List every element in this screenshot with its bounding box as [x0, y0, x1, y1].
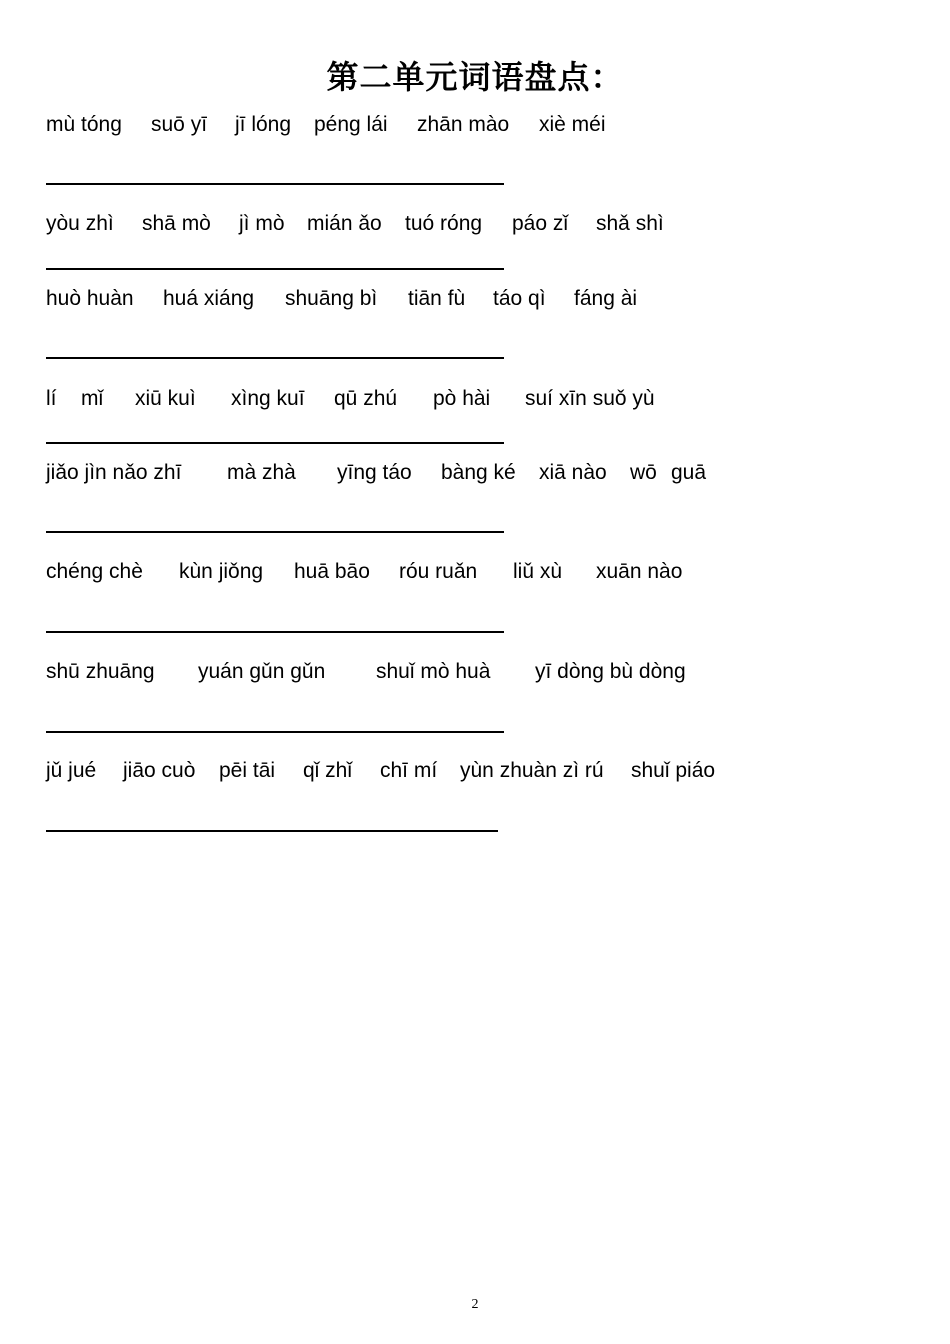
pinyin-word: yīng táo: [337, 461, 412, 484]
pinyin-word: xìng kuī: [231, 387, 305, 410]
answer-line-1: [46, 183, 504, 185]
pinyin-word: guā: [671, 461, 707, 484]
pinyin-word: xiā nào: [539, 461, 607, 484]
pinyin-word: táo qì: [493, 287, 546, 310]
pinyin-word: mián ǎo: [307, 212, 382, 235]
pinyin-word: shǎ shì: [596, 212, 664, 235]
pinyin-word: tiān fù: [408, 287, 466, 310]
pinyin-word: huā bāo: [294, 560, 370, 583]
pinyin-word: jǔ jué: [46, 759, 97, 782]
pinyin-word: mù tóng: [46, 113, 122, 136]
pinyin-word: jì mò: [239, 212, 285, 235]
pinyin-word: huò huàn: [46, 287, 134, 310]
pinyin-word: yī dòng bù dòng: [535, 660, 686, 683]
pinyin-word: shuāng bì: [285, 287, 378, 310]
pinyin-word: liǔ xù: [513, 560, 563, 583]
pinyin-word: jī lóng: [235, 113, 292, 136]
pinyin-word: jiāo cuò: [123, 759, 196, 782]
pinyin-word: zhān mào: [417, 113, 510, 136]
pinyin-word: chī mí: [380, 759, 438, 782]
page-number: 2: [471, 1297, 479, 1312]
pinyin-word: mà zhà: [227, 461, 296, 484]
pinyin-word: shuǐ piáo: [631, 759, 716, 782]
pinyin-word: shā mò: [142, 212, 211, 235]
pinyin-word: chéng chè: [46, 560, 143, 583]
pinyin-word: suō yī: [151, 113, 208, 136]
answer-line-6: [46, 631, 504, 633]
answer-line-2: [46, 268, 504, 270]
pinyin-word: qǐ zhǐ: [303, 759, 353, 782]
pinyin-word: yuán gǔn gǔn: [198, 660, 326, 683]
pinyin-word: kùn jiǒng: [179, 560, 264, 583]
pinyin-word: páo zǐ: [512, 212, 569, 235]
pinyin-word: yòu zhì: [46, 212, 114, 235]
answer-line-4: [46, 442, 504, 444]
pinyin-word: lí: [46, 387, 57, 410]
pinyin-word: suí xīn suǒ yù: [525, 387, 655, 410]
pinyin-word: tuó róng: [405, 212, 483, 235]
answer-line-8: [46, 830, 498, 832]
pinyin-word: xuān nào: [596, 560, 683, 583]
pinyin-word: bàng ké: [441, 461, 516, 484]
pinyin-word: pēi tāi: [219, 759, 276, 782]
pinyin-word: péng lái: [314, 113, 388, 136]
pinyin-word: pò hài: [433, 387, 491, 410]
pinyin-word: huá xiáng: [163, 287, 255, 310]
pinyin-word: qū zhú: [334, 387, 398, 410]
pinyin-word: mǐ: [81, 387, 104, 410]
pinyin-word: shuǐ mò huà: [376, 660, 491, 683]
answer-line-7: [46, 731, 504, 733]
answer-line-3: [46, 357, 504, 359]
pinyin-word: xiè méi: [539, 113, 606, 136]
pinyin-word: róu ruǎn: [399, 560, 478, 583]
pinyin-word: yùn zhuàn zì rú: [460, 759, 604, 782]
pinyin-word: fáng ài: [574, 287, 638, 310]
pinyin-word: wō: [630, 461, 657, 484]
answer-line-5: [46, 531, 504, 533]
pinyin-word: xiū kuì: [135, 387, 196, 410]
pinyin-word: jiǎo jìn nǎo zhī: [46, 461, 182, 484]
worksheet-title: 第二单元词语盘点：: [326, 58, 624, 96]
pinyin-word: shū zhuāng: [46, 660, 155, 683]
